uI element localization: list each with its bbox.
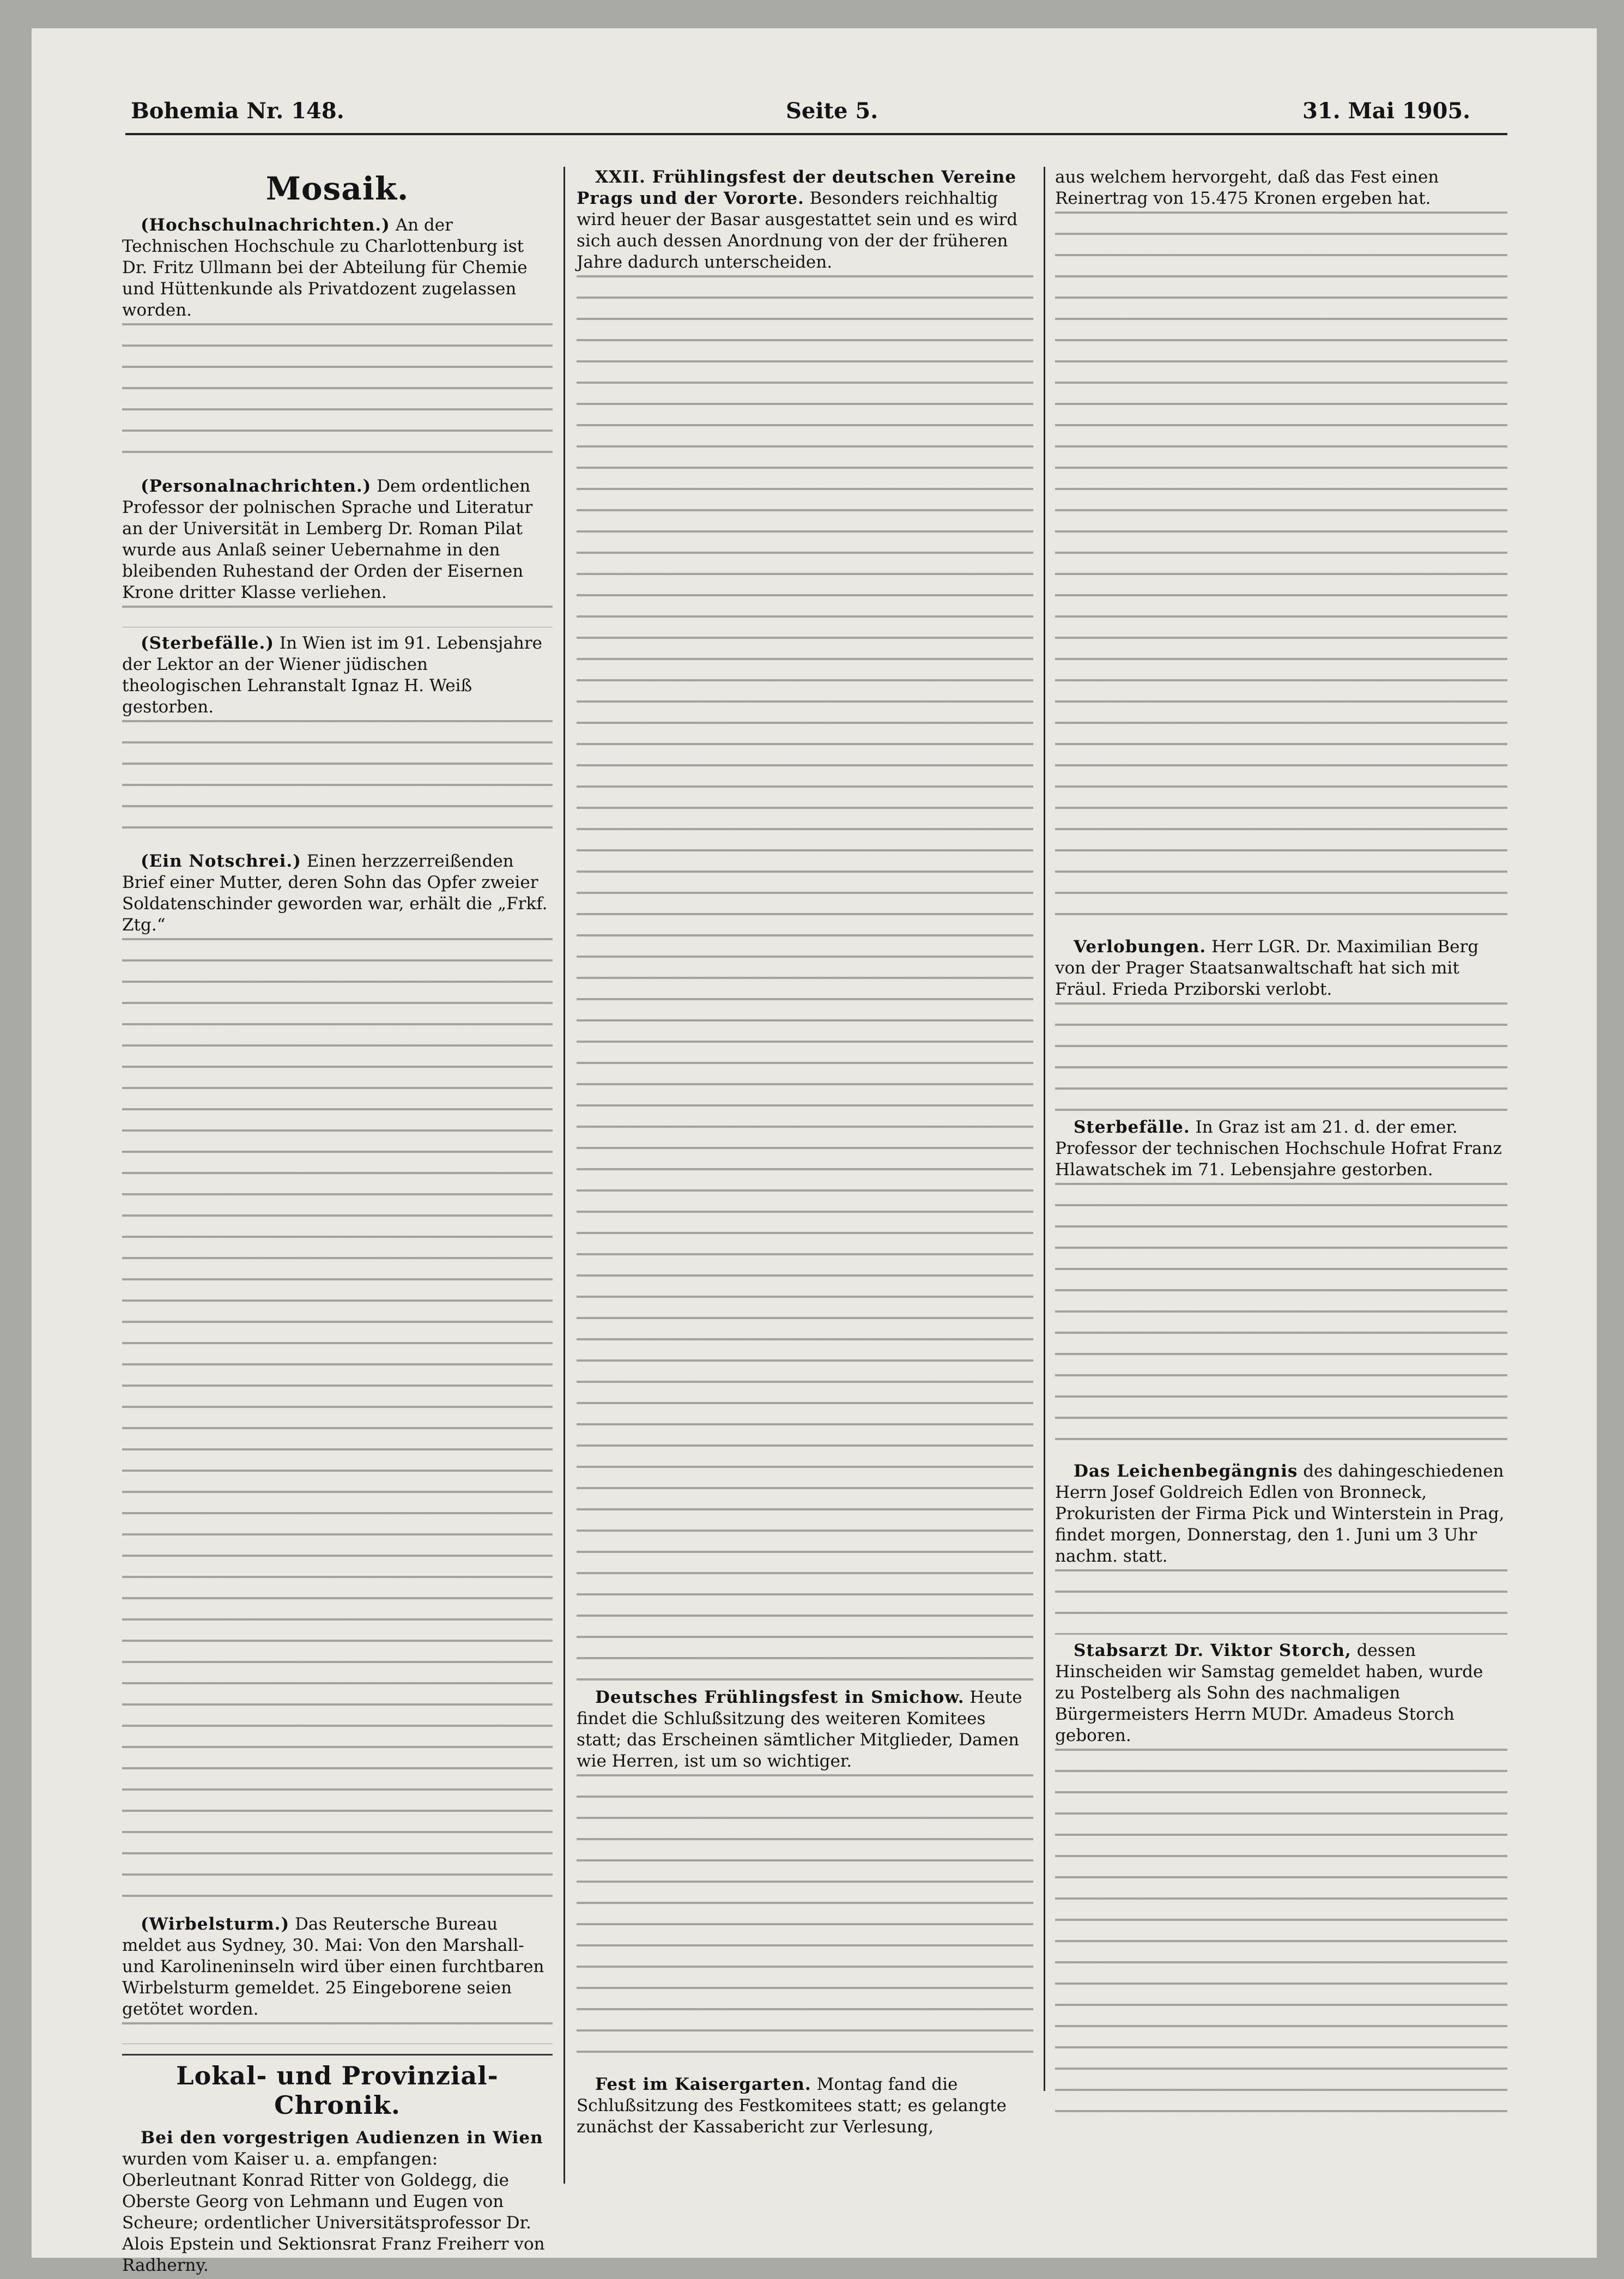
- article-lead: (Hochschulnachrichten.): [141, 215, 390, 235]
- article-lead: XXII. Frühlingsfest der deutschen Vereine Prags und der Vororte.: [577, 167, 1017, 208]
- article-text: Montag fand die Schlußsitzung des Festkomitees statt; es gelangte zunächst der Kassabericht zur Verlesung,: [577, 2075, 1007, 2137]
- text-lines: [122, 323, 553, 470]
- article-text: Besonders reichhaltig wird heuer der Basar ausgestattet sein und es wird sich auch dessen Anordnung von der der früheren Jahre dadurch unterscheiden.: [577, 189, 1018, 272]
- masthead-rule: [125, 133, 1507, 135]
- article-sterbefaelle-graz: [1055, 1117, 1507, 1181]
- column-divider-1: [563, 167, 565, 2184]
- article-text: Einen herzzerreißenden Brief einer Mutter, deren Sohn das Opfer zweier Soldatenschinder geworden war, erhält die „Frkf. Ztg.“: [122, 851, 548, 935]
- article-wirbelsturm: [122, 1914, 553, 2020]
- article-text: Herr LGR. Dr. Maximilian Berg von der Prager Staatsanwaltschaft hat sich mit Fräul. Frieda Prziborski verlobt.: [1055, 937, 1479, 999]
- text-lines: [122, 720, 553, 845]
- masthead-date: 31. Mai 1905.: [1302, 98, 1471, 124]
- article-kaisergarten: [577, 2074, 1033, 2138]
- article-lead: (Wirbelsturm.): [141, 1914, 290, 1934]
- newspaper-page: [32, 28, 1597, 2275]
- article-lead: (Ein Notschrei.): [141, 851, 301, 871]
- masthead-issue: Bohemia Nr. 148.: [131, 98, 344, 124]
- article-lead: Sterbefälle.: [1074, 1117, 1190, 1137]
- article-fruehlingsfest-smichow: [577, 1687, 1033, 1772]
- article-lead: Stabsarzt Dr. Viktor Storch,: [1074, 1641, 1352, 1660]
- article-lead: (Personalnachrichten.): [141, 476, 372, 496]
- text-lines: [122, 2022, 553, 2044]
- column-middle: [577, 167, 1033, 2138]
- article-text: In Graz ist am 21. d. der emer. Professor der technischen Hochschule Hofrat Franz Hlawatschek im 71. Lebensjahre gestorben.: [1055, 1117, 1502, 1180]
- article-lead: Verlobungen.: [1074, 937, 1207, 957]
- text-lines: [1055, 1749, 1507, 2130]
- text-lines: [1055, 211, 1507, 931]
- article-text: des dahingeschiedenen Herrn Josef Goldreich Edlen von Bronneck, Prokuristen der Firma Pick und Winterstein in Prag, findet morgen, Donnerstag, den 1. Juni um 3 Uhr nachm. statt.: [1055, 1461, 1505, 1566]
- article-hochschulnachrichten: [122, 215, 553, 321]
- article-lead: Das Leichenbegängnis: [1074, 1461, 1298, 1481]
- article-text: dessen Hinscheiden wir Samstag gemeldet haben, wurde zu Postelberg als Sohn des nachmaligen Bürgermeisters Herrn MUDr. Amadeus Storch geboren.: [1055, 1641, 1483, 1745]
- article-verlobungen: [1055, 936, 1507, 1000]
- article-fruehlingsfest: [577, 167, 1033, 273]
- section-divider: [122, 2054, 553, 2056]
- article-audienzen: [122, 2127, 553, 2276]
- article-notschrei: [122, 851, 553, 936]
- column-divider-2: [1044, 167, 1045, 2091]
- article-text: In Wien ist im 91. Lebensjahre der Lektor an der Wiener jüdischen theologischen Lehranstalt Ignaz H. Weiß gestorben.: [122, 633, 542, 717]
- article-leichenbegaengnis: [1055, 1461, 1507, 1567]
- article-personalnachrichten: [122, 476, 553, 603]
- text-lines: [577, 1774, 1033, 2069]
- article-text: aus welchem hervorgeht, daß das Fest einen Reinertrag von 15.475 Kronen ergeben hat.: [1055, 167, 1439, 208]
- article-lead: Deutsches Frühlingsfest in Smichow.: [595, 1688, 965, 1707]
- masthead-page-number: Seite 5.: [786, 98, 878, 124]
- section-title-mosaik: Mosaik.: [265, 170, 409, 207]
- article-lead: Bei den vorgestrigen Audienzen in Wien: [141, 2128, 543, 2148]
- text-lines: [1055, 1002, 1507, 1111]
- article-text: Das Reutersche Bureau meldet aus Sydney, 30. Mai: Von den Marshall- und Karolineninseln wird über einen furchtbaren Wirbelsturm gemeldet. 25 Eingeborene seien getötet worden.: [122, 1914, 544, 2019]
- section-title-lokal-chronik: Lokal- und Provinzial-Chronik.: [176, 2061, 499, 2120]
- text-lines: [1055, 1183, 1507, 1455]
- article-sterbefaelle: [122, 633, 553, 718]
- article-text: wurden vom Kaiser u. a. empfangen: Oberleutnant Konrad Ritter von Goldegg, die Oberste Georg von Lehmann und Eugen von Scheure; ordentlicher Universitätsprofessor Dr. Alois Epstein und Sektionsrat Franz Freiherr von Radherny.: [122, 2149, 545, 2275]
- text-lines: [577, 275, 1033, 1682]
- column-right: [1055, 167, 1507, 2136]
- article-stabsarzt-storch: [1055, 1640, 1507, 1746]
- column-left: [122, 167, 553, 2276]
- article-fruehlingsfest-continued: [1055, 167, 1507, 209]
- article-text: An der Technischen Hochschule zu Charlottenburg ist Dr. Fritz Ullmann bei der Abteilung für Chemie und Hüttenkunde als Privatdozent zugelassen worden.: [122, 215, 528, 320]
- text-lines: [1055, 1569, 1507, 1635]
- text-lines: [122, 938, 553, 1908]
- text-lines: [122, 606, 553, 627]
- article-text: Dem ordentlichen Professor der polnischen Sprache und Literatur an der Universität in Lemberg Dr. Roman Pilat wurde aus Anlaß seiner Uebernahme in den bleibenden Ruhestand der Orden der Eisernen Krone dritter Klasse verliehen.: [122, 476, 533, 602]
- article-lead: (Sterbefälle.): [141, 633, 274, 653]
- article-text: Heute findet die Schlußsitzung des weiteren Komitees statt; das Erscheinen sämtlicher Mitglieder, Damen wie Herren, ist um so wichtiger.: [577, 1688, 1022, 1771]
- article-lead: Fest im Kaisergarten.: [595, 2075, 811, 2094]
